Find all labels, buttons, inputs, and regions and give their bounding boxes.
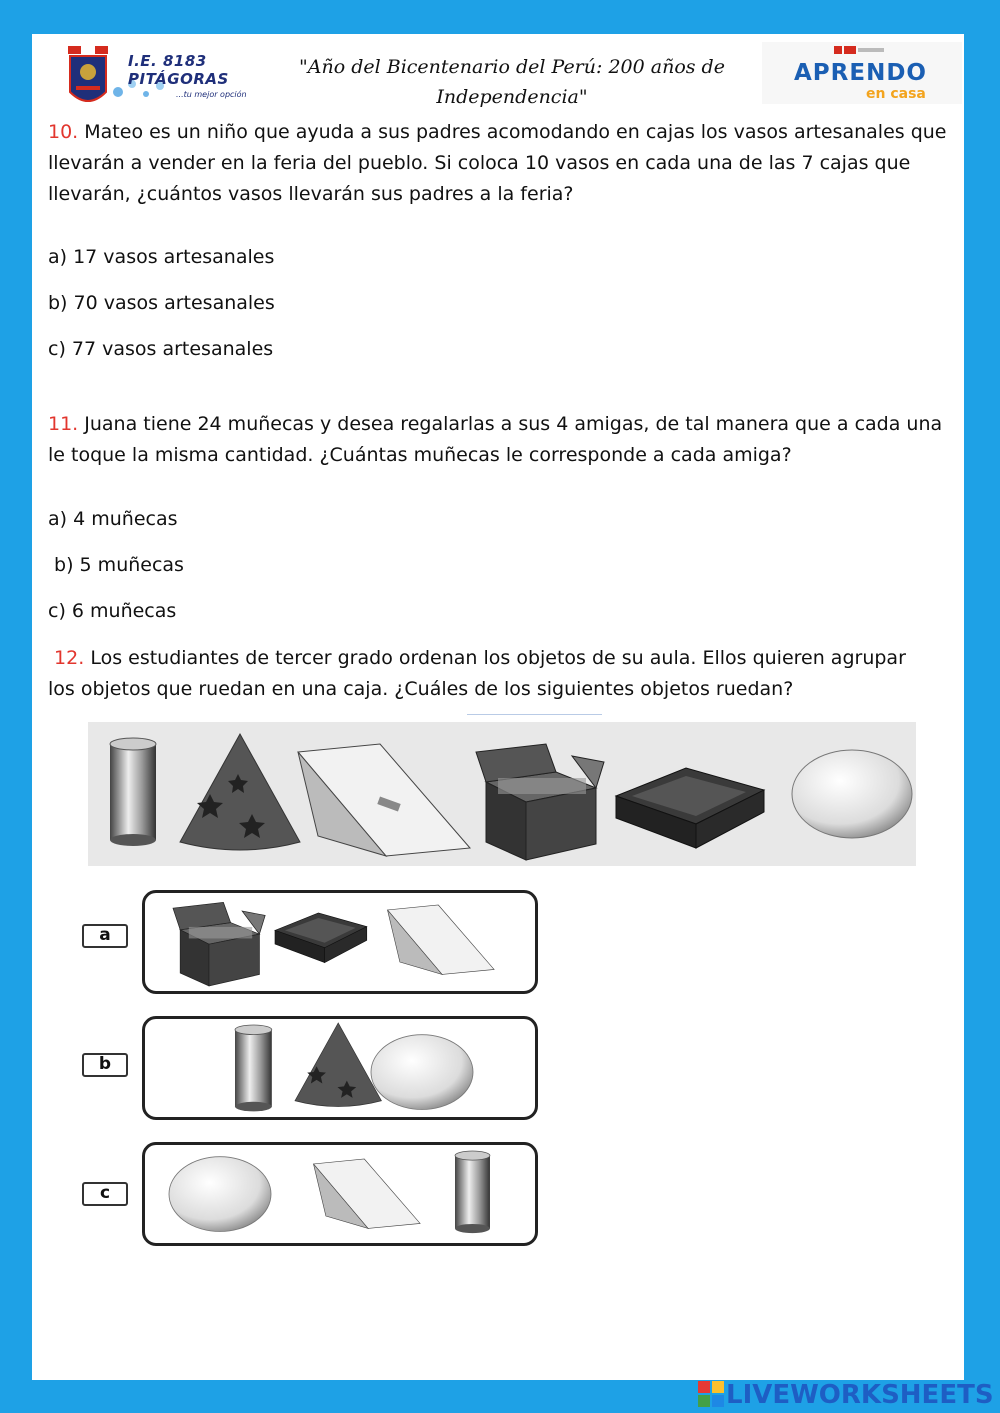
question-11: [48, 409, 964, 471]
choice-label-c: c: [82, 1182, 128, 1206]
open-box-icon: [173, 902, 265, 986]
cylinder-icon: [455, 1151, 490, 1233]
choice-label-a: a: [82, 924, 128, 948]
school-name: I.E. 8183 PITÁGORAS: [128, 52, 229, 88]
question-line: los objetos que ruedan en una caja. ¿Cuáles de los siguientes objetos ruedan?: [48, 678, 794, 700]
choice-label-b: b: [82, 1053, 128, 1077]
year-title: [272, 52, 752, 112]
year-title-line2: Independencia": [436, 86, 588, 108]
year-title-line1: "Año del Bicentenario del Perú: 200 años de: [299, 56, 725, 78]
cylinder-icon: [235, 1025, 272, 1111]
closed-box-icon: [275, 913, 367, 963]
school-logo: [68, 44, 268, 114]
question-12: [48, 643, 964, 705]
triangular-prism-icon: [298, 744, 470, 856]
open-box-icon: [476, 744, 604, 860]
option-10-c[interactable]: c) 77 vasos artesanales: [48, 338, 274, 360]
question-line: le toque la misma cantidad. ¿Cuántas muñecas le corresponde a cada amiga?: [48, 444, 792, 466]
sphere-icon: [169, 1157, 271, 1232]
aprendo-text: APRENDO: [794, 60, 927, 86]
school-motto: ...tu mejor opción: [176, 90, 247, 99]
question-line: 12. Los estudiantes de tercer grado ordenan los objetos de su aula. Ellos quieren agrupar: [54, 647, 906, 669]
option-11-c[interactable]: c) 6 muñecas: [48, 600, 177, 622]
choice-box-c[interactable]: [142, 1142, 538, 1246]
worksheet-page: [32, 34, 964, 1380]
option-10-b[interactable]: b) 70 vasos artesanales: [48, 292, 275, 314]
question-number: 12.: [54, 647, 85, 669]
question-line: llevarán a vender en la feria del pueblo. Si coloca 10 vasos en cada una de las 7 cajas que: [48, 152, 911, 174]
triangular-prism-icon: [387, 905, 494, 974]
option-11-a[interactable]: a) 4 muñecas: [48, 508, 178, 530]
liveworksheets-text: LIVEWORKSHEETS: [726, 1380, 994, 1410]
option-11-b[interactable]: b) 5 muñecas: [48, 554, 184, 576]
option-10-a[interactable]: a) 17 vasos artesanales: [48, 246, 275, 268]
question-number: 11.: [48, 413, 79, 435]
liveworksheets-icon: [698, 1381, 724, 1407]
question-number: 10.: [48, 121, 79, 143]
sphere-icon: [792, 750, 912, 838]
choice-box-a[interactable]: [142, 890, 538, 994]
triangular-prism-icon: [313, 1159, 420, 1228]
cylinder-icon: [110, 738, 156, 846]
aprendo-en-casa-logo: [762, 42, 962, 104]
cone-icon: [295, 1023, 381, 1107]
choice-box-b[interactable]: [142, 1016, 538, 1120]
cone-icon: [180, 734, 300, 850]
question-10: [48, 117, 964, 210]
government-flag-icon: [834, 46, 884, 54]
sphere-icon: [371, 1035, 473, 1110]
objects-strip: [88, 722, 916, 866]
school-crest-icon: [68, 46, 108, 110]
question-line: 10. Mateo es un niño que ayuda a sus padres acomodando en cajas los vasos artesanales que: [48, 121, 947, 143]
question-line: 11. Juana tiene 24 muñecas y desea regalarlas a sus 4 amigas, de tal manera que a cada una: [48, 413, 943, 435]
divider-line: [467, 714, 602, 715]
closed-box-icon: [616, 768, 764, 848]
liveworksheets-logo[interactable]: [698, 1380, 994, 1410]
en-casa-text: en casa: [866, 86, 926, 102]
question-line: llevarán, ¿cuántos vasos llevarán sus padres a la feria?: [48, 183, 574, 205]
